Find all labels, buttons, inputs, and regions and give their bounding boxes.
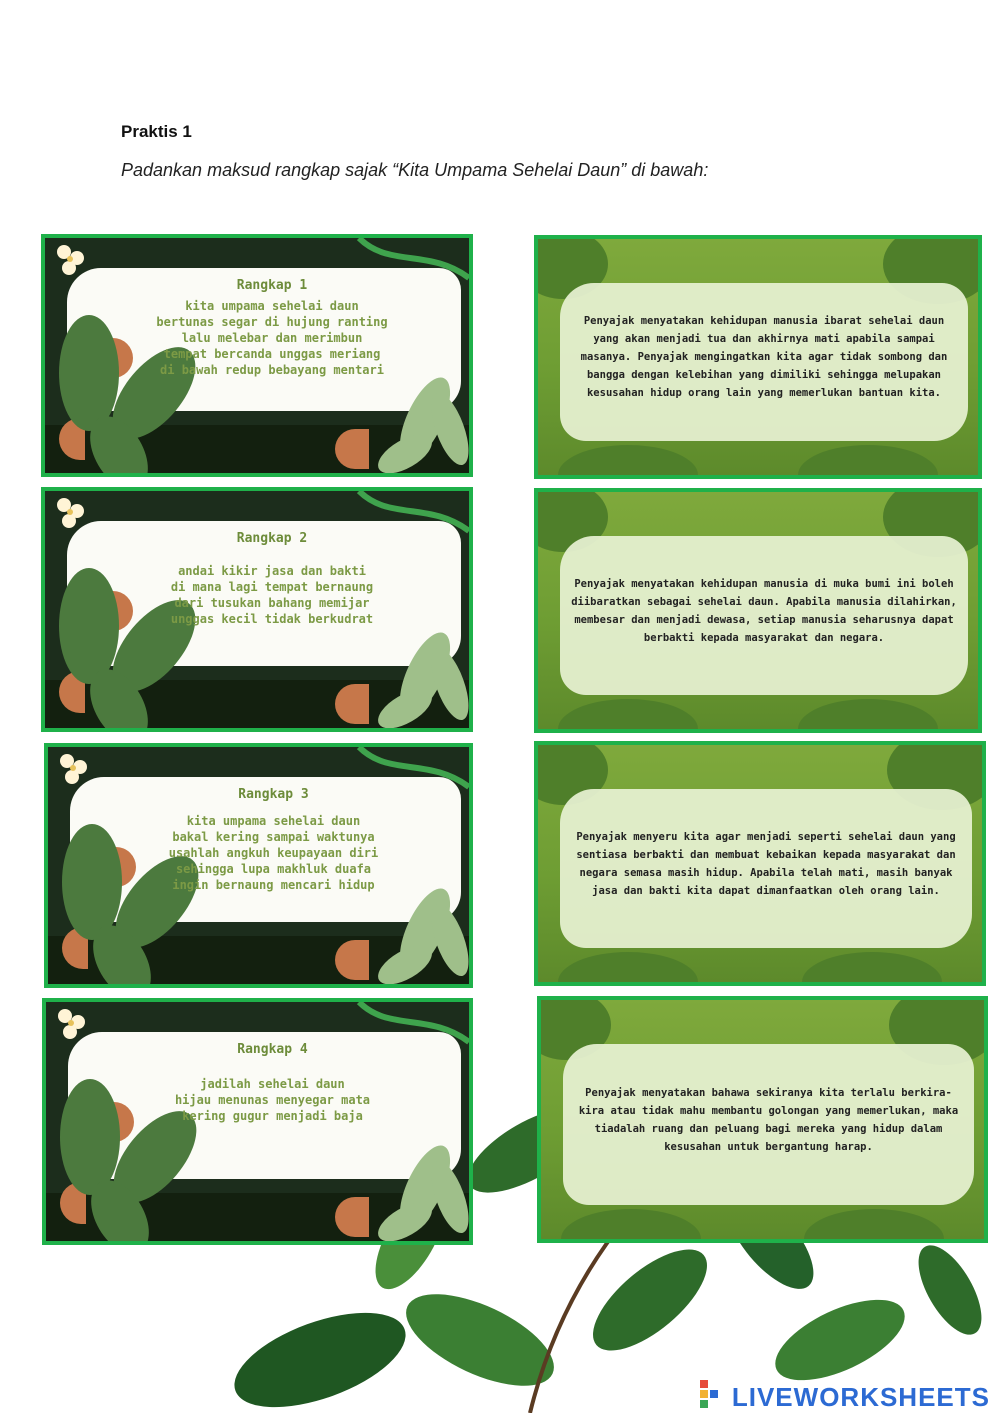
meaning-card-1[interactable]	[534, 235, 982, 479]
stanza-line: andai kikir jasa dan bakti	[178, 564, 366, 578]
copper-shape	[335, 940, 369, 980]
meaning-card-2[interactable]	[534, 488, 982, 733]
stanza-line: di mana lagi tempat bernaung	[170, 580, 374, 594]
stanza-text	[115, 531, 429, 627]
meaning-text: Penyajak menyatakan bahawa sekiranya kita terlalu berkira-kira atau tidak mahu membantu golongan yang memerlukan, maka tiadalah ruang dan peluang bagi mereka yang hidup dalam kesusahan untuk bergantung harap.	[578, 1086, 959, 1153]
stanza-heading: Rangkap 1	[236, 278, 308, 293]
flower-icon	[49, 240, 99, 280]
copper-shape	[335, 429, 369, 469]
page-instruction: Padankan maksud rangkap sajak “Kita Umpama Sehelai Daun” di bawah:	[121, 160, 709, 180]
page-title: Praktis 1	[121, 122, 192, 141]
stanza-line: sehingga lupa makhluk duafa	[175, 862, 372, 876]
stanza-card-1[interactable]	[41, 234, 473, 477]
stanza-line: dari tusukan bahang memijar	[174, 596, 370, 610]
stanza-text	[115, 278, 429, 378]
copper-shape	[335, 1197, 369, 1237]
meaning-text: Penyajak menyatakan kehidupan manusia di muka bumi ini boleh diibaratkan sebagai sehelai daun. Apabila manusia dilahirkan, membesar dan menjadi dewasa, setiap manusia seharusnya dapat berbakti kepada masyarakat dan negara.	[571, 577, 957, 644]
flower-icon	[50, 1004, 100, 1044]
stanza-line: kering gugur menjadi baja	[182, 1109, 363, 1123]
stanza-heading: Rangkap 2	[236, 531, 308, 546]
stanza-line: lalu melebar dan merimbun	[181, 331, 363, 345]
stanza-card-3[interactable]	[44, 743, 473, 988]
stanza-line: bertunas segar di hujung ranting	[156, 315, 388, 329]
stanza-text	[118, 787, 429, 893]
stanza-line: bakal kering sampai waktunya	[172, 830, 375, 844]
stanza-line: jadilah sehelai daun	[200, 1077, 345, 1091]
stanza-line: ingin bernaung mencari hidup	[172, 878, 375, 892]
liveworksheets-logo-icon	[700, 1380, 718, 1410]
stanza-card-2[interactable]	[41, 487, 473, 732]
stanza-text	[116, 1042, 429, 1124]
stanza-heading: Rangkap 4	[237, 1042, 308, 1057]
meaning-card-4[interactable]	[537, 996, 988, 1243]
stanza-line: usahlah angkuh keupayaan diri	[168, 846, 379, 860]
stanza-line: unggas kecil tidak berkudrat	[170, 612, 374, 626]
copper-shape	[335, 684, 369, 724]
meaning-text: Penyajak menyatakan kehidupan manusia ibarat sehelai daun yang akan menjadi tua dan akhirnya mati apabila sampai masanya. Penyajak mengingatkan kita agar tidak sombong dan bangga dengan kelebihan yang dimiliki sehingga melupakan kesusahan hidup orang lain yang memerlukan bantuan kita.	[580, 315, 948, 399]
stanza-line: di bawah redup bebayang mentari	[160, 363, 384, 377]
stanza-heading: Rangkap 3	[238, 787, 309, 802]
flower-icon	[52, 749, 102, 789]
flower-icon	[49, 493, 99, 533]
stanza-line: tempat bercanda unggas meriang	[163, 347, 381, 361]
watermark: LIVEWORKSHEETS	[731, 1382, 990, 1412]
stanza-line: kita umpama sehelai daun	[186, 814, 361, 828]
meaning-text: Penyajak menyeru kita agar menjadi seperti sehelai daun yang sentiasa berbakti dan membuat kebaikan kepada masyarakat dan negara semasa masih hidup. Apabila telah mati, masih banyak jasa dan bakti kita dapat dimanfaatkan oleh orang lain.	[576, 830, 956, 897]
stanza-line: kita umpama sehelai daun	[185, 299, 359, 313]
stanza-line: hijau menunas menyegar mata	[174, 1093, 371, 1107]
leaf-icon	[365, 614, 473, 732]
leaf-icon	[365, 1127, 473, 1245]
meaning-card-3[interactable]	[534, 741, 986, 986]
stanza-card-4[interactable]	[42, 998, 473, 1245]
